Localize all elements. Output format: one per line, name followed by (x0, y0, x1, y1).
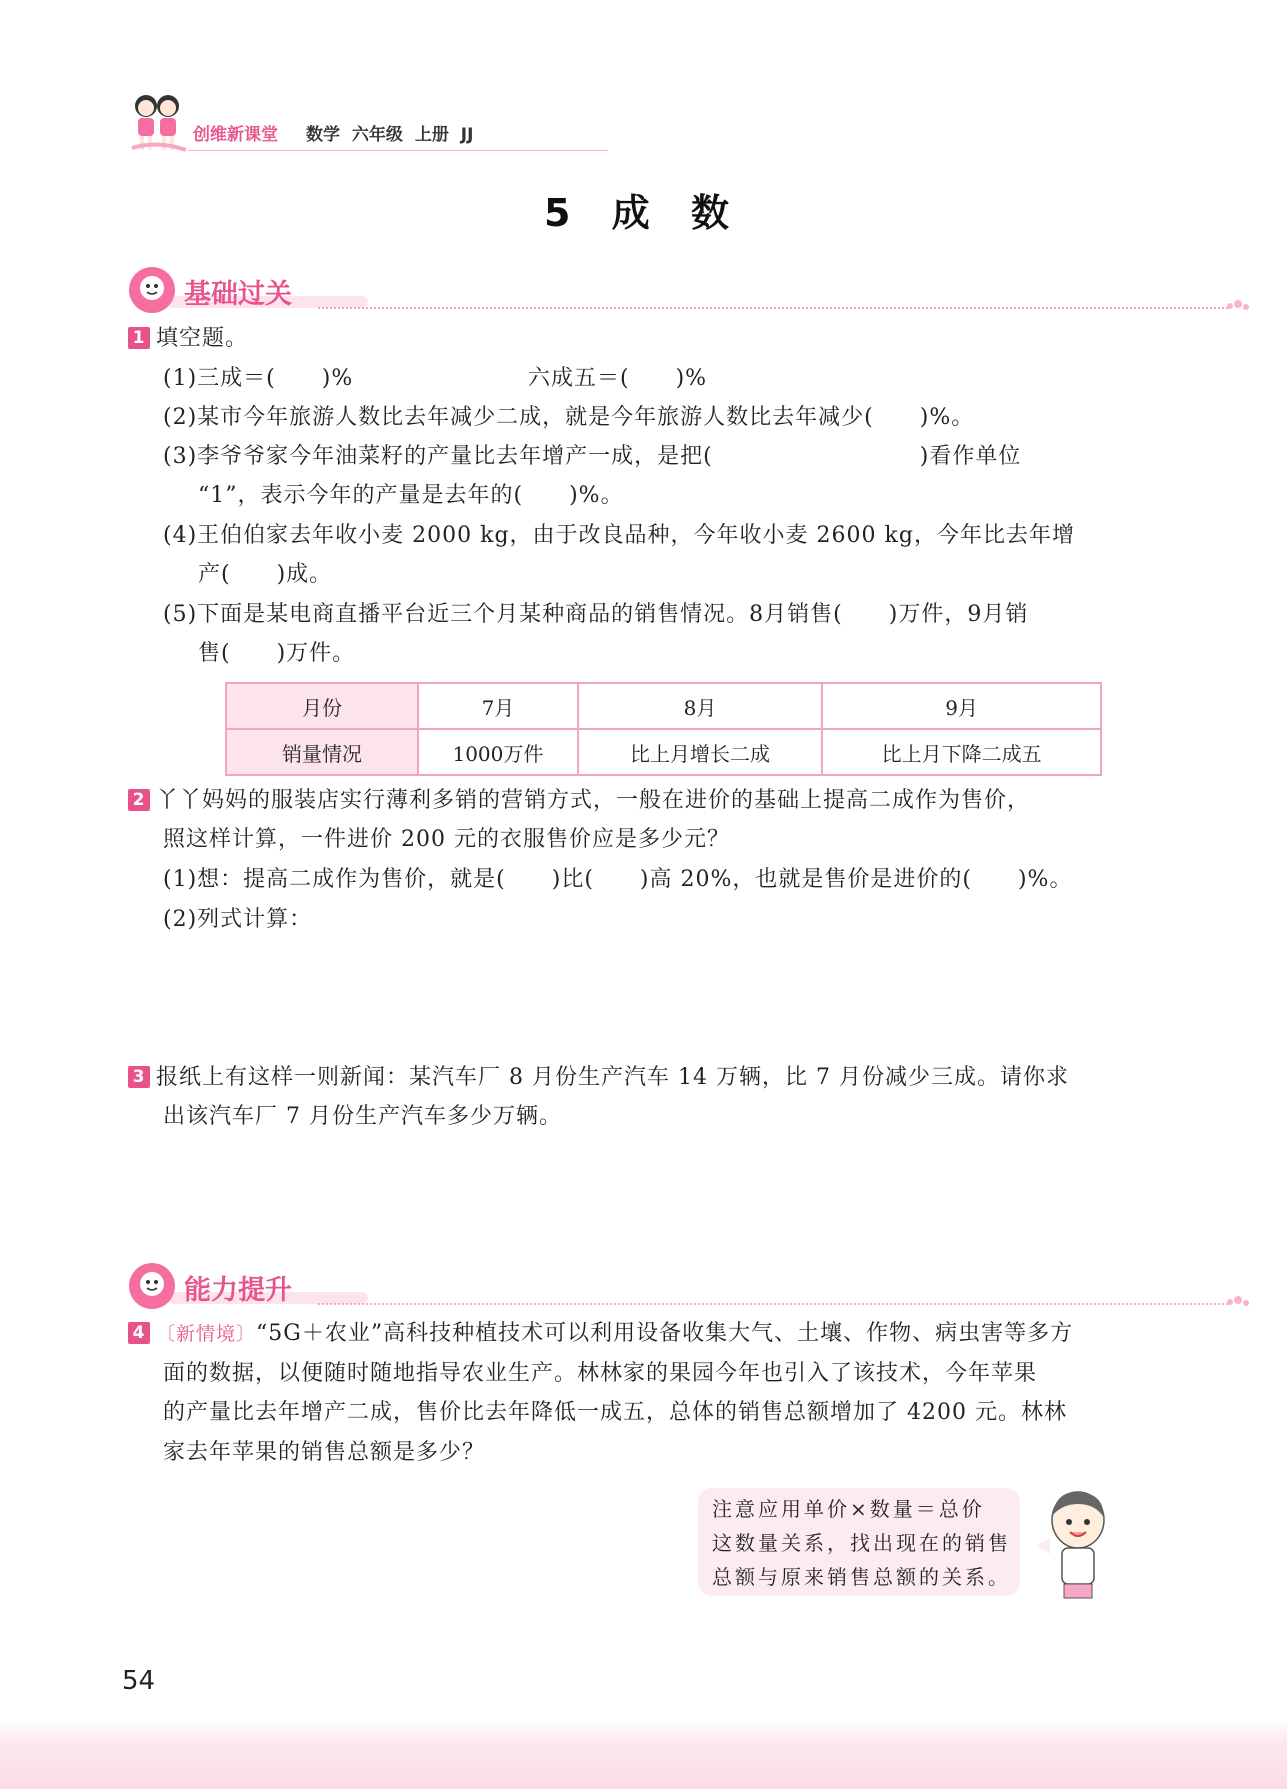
question-2-stem: 2 丫丫妈妈的服装店实行薄利多销的营销方式，一般在进价的基础上提高二成作为售价， (128, 786, 1030, 816)
mascot-badge-icon (128, 1262, 176, 1310)
page-number: 54 (122, 1666, 156, 1696)
q1-line: (2)某市今年旅游人数比去年减少二成，就是今年旅游人数比去年减少( )%。 (163, 405, 975, 430)
question-number: 4 (128, 1322, 150, 1344)
q1-line: “1”，表示今年的产量是去年的( )%。 (198, 483, 624, 508)
q1-line: (4)王伯伯家去年收小麦 2000 kg，由于改良品种，今年收小麦 2600 kg，今年比去年增 (163, 523, 1075, 548)
table-cell: 7月 (418, 683, 578, 729)
q4-line: 面的数据，以便随时随地指导农业生产。林林家的果园今年也引入了该技术，今年苹果 (163, 1361, 1038, 1386)
q4-line: 家去年苹果的销售总额是多少？ (163, 1440, 486, 1465)
footer-band (0, 1720, 1287, 1789)
hint-line: 注意应用单价×数量＝总价 (712, 1497, 985, 1521)
section-title-basic: 基础过关 (184, 279, 292, 310)
question-number: 3 (128, 1066, 150, 1088)
table-cell: 9月 (822, 683, 1101, 729)
section-title-advanced: 能力提升 (184, 1275, 292, 1306)
table-cell: 1000万件 (418, 729, 578, 775)
q4-line: 的产量比去年增产二成，售价比去年降低一成五，总体的销售总额增加了 4200 元。林林 (163, 1400, 1067, 1425)
table-cell: 销量情况 (226, 729, 418, 775)
question-number: 2 (128, 789, 150, 811)
question-number: 1 (128, 327, 150, 349)
running-header (128, 88, 488, 158)
q1-line: 产( )成。 (198, 562, 333, 587)
q1-line: 六成五＝( )% (528, 366, 708, 391)
decor-dots-icon (1226, 298, 1250, 314)
q1-line: (3)李爷爷家今年油菜籽的产量比去年增产一成，是把( )看作单位 (163, 444, 1022, 469)
dotted-divider (318, 1303, 1228, 1305)
q1-line: (1)三成＝( )% (163, 366, 354, 391)
section-header-advanced (128, 1262, 1128, 1312)
sales-table (225, 682, 1102, 776)
section-header-basic (128, 266, 1128, 316)
question-1-stem: 1 填空题。 (128, 324, 248, 354)
table-cell: 8月 (578, 683, 822, 729)
page-title: 5 成 数 (544, 191, 743, 235)
table-row (226, 683, 1101, 729)
table-cell: 比上月下降二成五 (822, 729, 1101, 775)
table-cell: 月份 (226, 683, 418, 729)
q1-line: (5)下面是某电商直播平台近三个月某种商品的销售情况。8月销售( )万件，9月销 (163, 602, 1029, 627)
table-row (226, 729, 1101, 775)
hint-bubble (698, 1488, 1020, 1596)
brand-name: 创维新课堂 (193, 125, 278, 145)
hint-line: 这数量关系，找出现在的销售 (712, 1531, 1011, 1555)
new-context-tag: 〔新情境〕 (156, 1323, 257, 1345)
q2-line: 照这样计算，一件进价 200 元的衣服售价应是多少元？ (163, 827, 730, 852)
dotted-divider (318, 307, 1228, 309)
q1-line: 售( )万件。 (198, 641, 356, 666)
hint-line: 总额与原来销售总额的关系。 (712, 1565, 1011, 1589)
decor-dots-icon (1226, 1294, 1250, 1310)
q2-line: (2)列式计算： (163, 907, 313, 932)
book-subject: 数学 六年级 上册 JJ (306, 125, 474, 145)
boy-character-icon (1036, 1486, 1116, 1604)
header-divider (188, 150, 608, 151)
mascot-kids-icon (128, 88, 190, 158)
mascot-badge-icon (128, 266, 176, 314)
q3-line: 出该汽车厂 7 月份生产汽车多少万辆。 (163, 1104, 562, 1129)
question-4-stem: 4 〔新情境〕“5G＋农业”高科技种植技术可以利用设备收集大气、土壤、作物、病虫害等多方 (128, 1319, 1073, 1349)
q2-line: (1)想：提高二成作为售价，就是( )比( )高 20%，也就是售价是进价的( )%。 (163, 867, 1073, 892)
question-3-stem: 3 报纸上有这样一则新闻：某汽车厂 8 月份生产汽车 14 万辆，比 7 月份减少三成。请你求 (128, 1063, 1069, 1093)
table-cell: 比上月增长二成 (578, 729, 822, 775)
